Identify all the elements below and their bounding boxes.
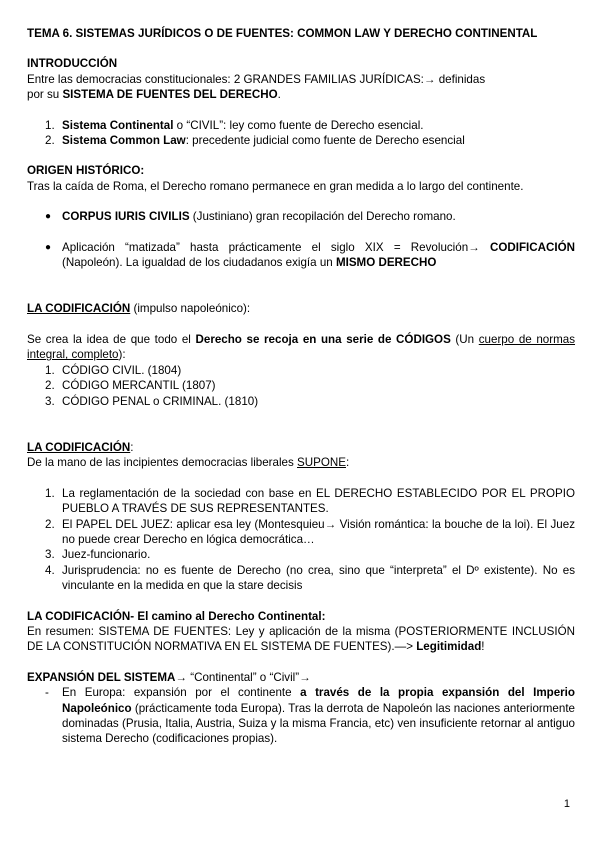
section-introduccion: [27, 56, 575, 148]
paragraph: Entre las democracias constitucionales: 2 GRANDES FAMILIAS JURÍDICAS:→ definidas: [27, 72, 486, 86]
list-item: 3. Juez-funcionario.: [45, 548, 151, 562]
list-item: 3. CÓDIGO PENAL o CRIMINAL. (1810): [45, 394, 259, 408]
list-item: - En Europa: expansión por el continente a través de la propia expansión del Imperio Napoleónico (prácticamente toda Europa). Tras la derrota de Napoleón las naciones anteriormente dominadas (Prusia, Italia, Austria, Suiza y la misma Francia, etc) ven insuficiente retornar al antiguo sistema Derecho (codificaciones propias).: [45, 686, 575, 746]
paragraph: por su SISTEMA DE FUENTES DEL DERECHO.: [27, 88, 281, 102]
list-item: 1. La reglamentación de la sociedad con base en EL DERECHO ESTABLECIDO POR EL PROPIO PUEBLO A TRAVÉS DE SUS REPRESENTANTES.: [45, 486, 575, 516]
section-heading: LA CODIFICACIÓN (impulso napoleónico):: [27, 302, 251, 316]
document-content: [27, 26, 575, 747]
section-expansion: [27, 670, 575, 747]
dash-list: [27, 685, 575, 747]
list-item: 4. Jurisprudencia: no es fuente de Derecho (no crea, sino que “interpreta” el Dº existente). No es vinculante en la medida en que la stare decisis: [45, 563, 575, 593]
paragraph: Tras la caída de Roma, el Derecho romano permanece en gran medida a lo largo del continente.: [27, 179, 524, 193]
paragraph: De la mano de las incipientes democracias liberales SUPONE:: [27, 456, 350, 470]
list-item: 2. El PAPEL DEL JUEZ: aplicar esa ley (Montesquieu→ Visión romántica: la bouche de la loi). El Juez no puede crear Derecho en lógica democrática…: [45, 517, 575, 546]
document-title: TEMA 6. SISTEMAS JURÍDICOS O DE FUENTES: COMMON LAW Y DERECHO CONTINENTAL: [27, 27, 538, 40]
list-item: 2. Sistema Common Law: precedente judicial como fuente de Derecho esencial: [45, 134, 465, 148]
bullet-list: [27, 209, 575, 270]
paragraph: Se crea la idea de que todo el Derecho se recoja en una serie de CÓDIGOS (Un cuerpo de normas integral, completo):: [27, 332, 576, 362]
section-codificacion-1: [27, 301, 575, 408]
list-item: 1. Sistema Continental o “CIVIL”: ley como fuente de Derecho esencial.: [45, 118, 424, 132]
section-heading: INTRODUCCIÓN: [27, 57, 118, 71]
section-heading: LA CODIFICACIÓN:: [27, 440, 134, 454]
section-codificacion-2: [27, 440, 575, 594]
page-number: 1: [563, 798, 570, 810]
section-camino: [27, 609, 575, 655]
list-item: ● Aplicación “matizada” hasta prácticamente el siglo XIX = Revolución→ CODIFICACIÓN (Napoleón). La igualdad de los ciudadanos exigía un MISMO DERECHO: [45, 240, 575, 270]
section-heading: EXPANSIÓN DEL SISTEMA→ “Continental” o “Civil”→: [27, 670, 311, 684]
bullet-icon: ●: [45, 241, 52, 253]
list-item: ● CORPUS IURIS CIVILIS (Justiniano) gran recopilación del Derecho romano.: [45, 210, 456, 224]
paragraph: En resumen: SISTEMA DE FUENTES: Ley y aplicación de la misma (POSTERIORMENTE INCLUSIÓN DE LA CONSTITUCIÓN NORMATIVA EN EL SISTEMA DE FUENTES).—> Legitimidad!: [27, 624, 575, 654]
list-item: 2. CÓDIGO MERCANTIL (1807): [45, 379, 216, 393]
list-item: 1. CÓDIGO CIVIL. (1804): [45, 363, 182, 377]
section-heading: LA CODIFICACIÓN- El camino al Derecho Continental:: [27, 609, 326, 623]
bullet-icon: ●: [45, 211, 52, 223]
section-heading: ORIGEN HISTÓRICO:: [27, 164, 145, 178]
numbered-list: [27, 118, 575, 149]
section-origen: [27, 163, 575, 270]
numbered-list: [27, 486, 575, 594]
numbered-list: [27, 363, 575, 409]
